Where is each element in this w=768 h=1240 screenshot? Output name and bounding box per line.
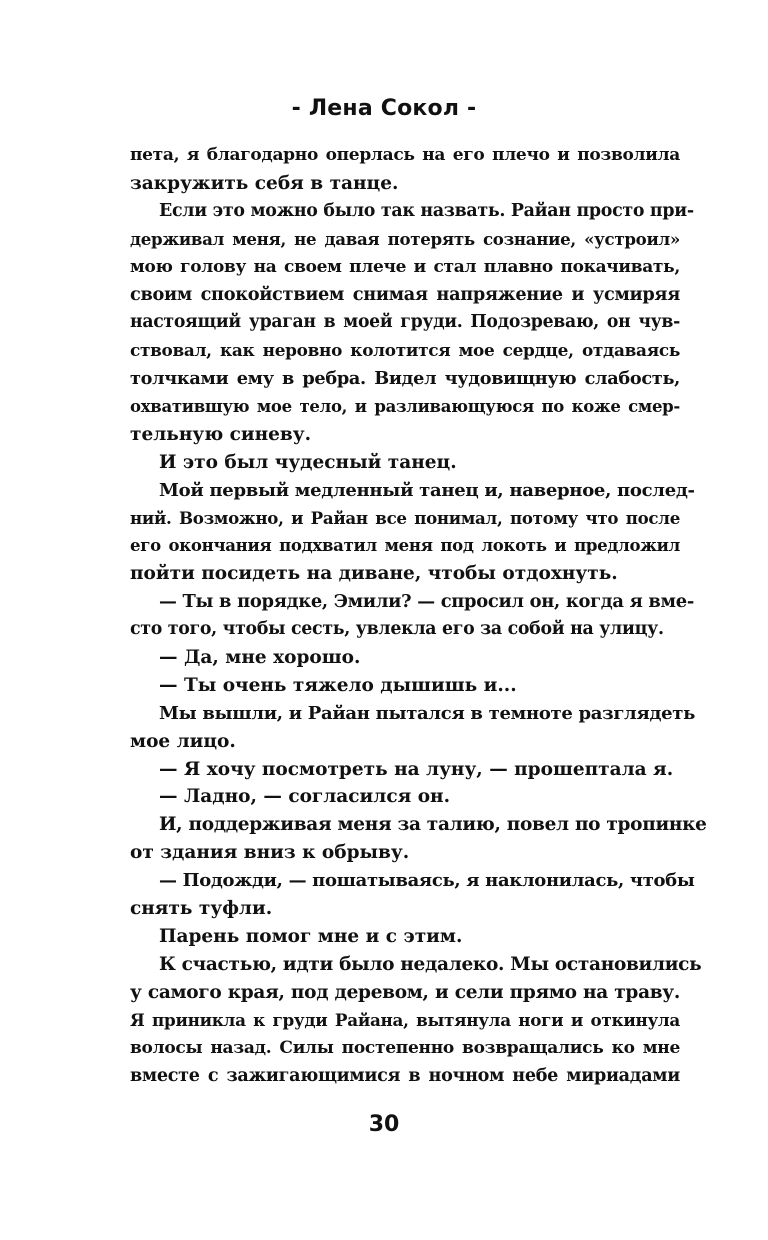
text-line: закружить себя в танце.: [130, 172, 399, 194]
text-line: Я приникла к груди Райана, вытянула ноги и откинула: [130, 1009, 680, 1030]
page-number: 30: [368, 1112, 400, 1137]
text-line: тельную синеву.: [130, 423, 312, 445]
text-line: снять туфли.: [130, 898, 273, 920]
text-line: — Ладно, — согласился он.: [159, 786, 451, 808]
text-line: его окончания подхватил меня под локоть и предложил: [130, 535, 680, 556]
text-line: Если это можно было так назвать. Райан просто при-: [159, 200, 694, 221]
text-line: волосы назад. Силы постепенно возвращались ко мне: [130, 1037, 680, 1058]
text-line: пойти посидеть на диване, чтобы отдохнуть.: [130, 563, 618, 585]
text-line: И, поддерживая меня за талию, повел по тропинке: [159, 814, 707, 836]
text-line: Парень помог мне и с этим.: [159, 925, 463, 947]
text-line: мое лицо.: [130, 730, 236, 752]
text-line: — Ты очень тяжело дышишь и...: [159, 674, 517, 696]
text-line: толчками ему в ребра. Видел чудовищную слабость,: [130, 368, 680, 390]
text-line: К счастью, идти было недалеко. Мы остановились: [159, 953, 702, 975]
text-line: — Ты в порядке, Эмили? — спросил он, когда я вме-: [159, 591, 694, 613]
text-line: — Подожди, — пошатываясь, я наклонилась, чтобы: [159, 870, 695, 892]
text-line: вместе с зажигающимися в ночном небе мириадами: [130, 1065, 680, 1087]
running-header: - Лена Сокол -: [291, 96, 477, 121]
text-line: у самого края, под деревом, и сели прямо на траву.: [130, 981, 680, 1003]
text-line: Мой первый медленный танец и, наверное, послед-: [159, 479, 695, 501]
text-line: ний. Возможно, и Райан все понимал, потому что после: [130, 507, 680, 528]
text-line: ствовал, как неровно колотится мое сердце, отдаваясь: [130, 340, 680, 361]
text-line: держивал меня, не давая потерять сознание, «устроил»: [130, 228, 680, 249]
text-line: от здания вниз к обрыву.: [130, 842, 410, 864]
text-line: мою голову на своем плече и стал плавно покачивать,: [130, 256, 680, 277]
text-line: И это был чудесный танец.: [159, 451, 457, 473]
text-line: охватившую мое тело, и разливающуюся по коже смер-: [130, 396, 680, 417]
text-line: пета, я благодарно оперлась на его плечо и позволила: [130, 145, 680, 165]
text-line: своим спокойствием снимая напряжение и усмиряя: [130, 284, 680, 306]
text-line: Мы вышли, и Райан пытался в темноте разглядеть: [159, 702, 696, 724]
body-text: [130, 142, 707, 1090]
text-line: настоящий ураган в моей груди. Подозреваю, он чув-: [130, 312, 680, 333]
text-line: — Да, мне хорошо.: [159, 647, 361, 669]
text-line: сто того, чтобы сесть, увлекла его за собой на улицу.: [130, 619, 664, 640]
text-line: — Я хочу посмотреть на луну, — прошептала я.: [159, 758, 674, 780]
